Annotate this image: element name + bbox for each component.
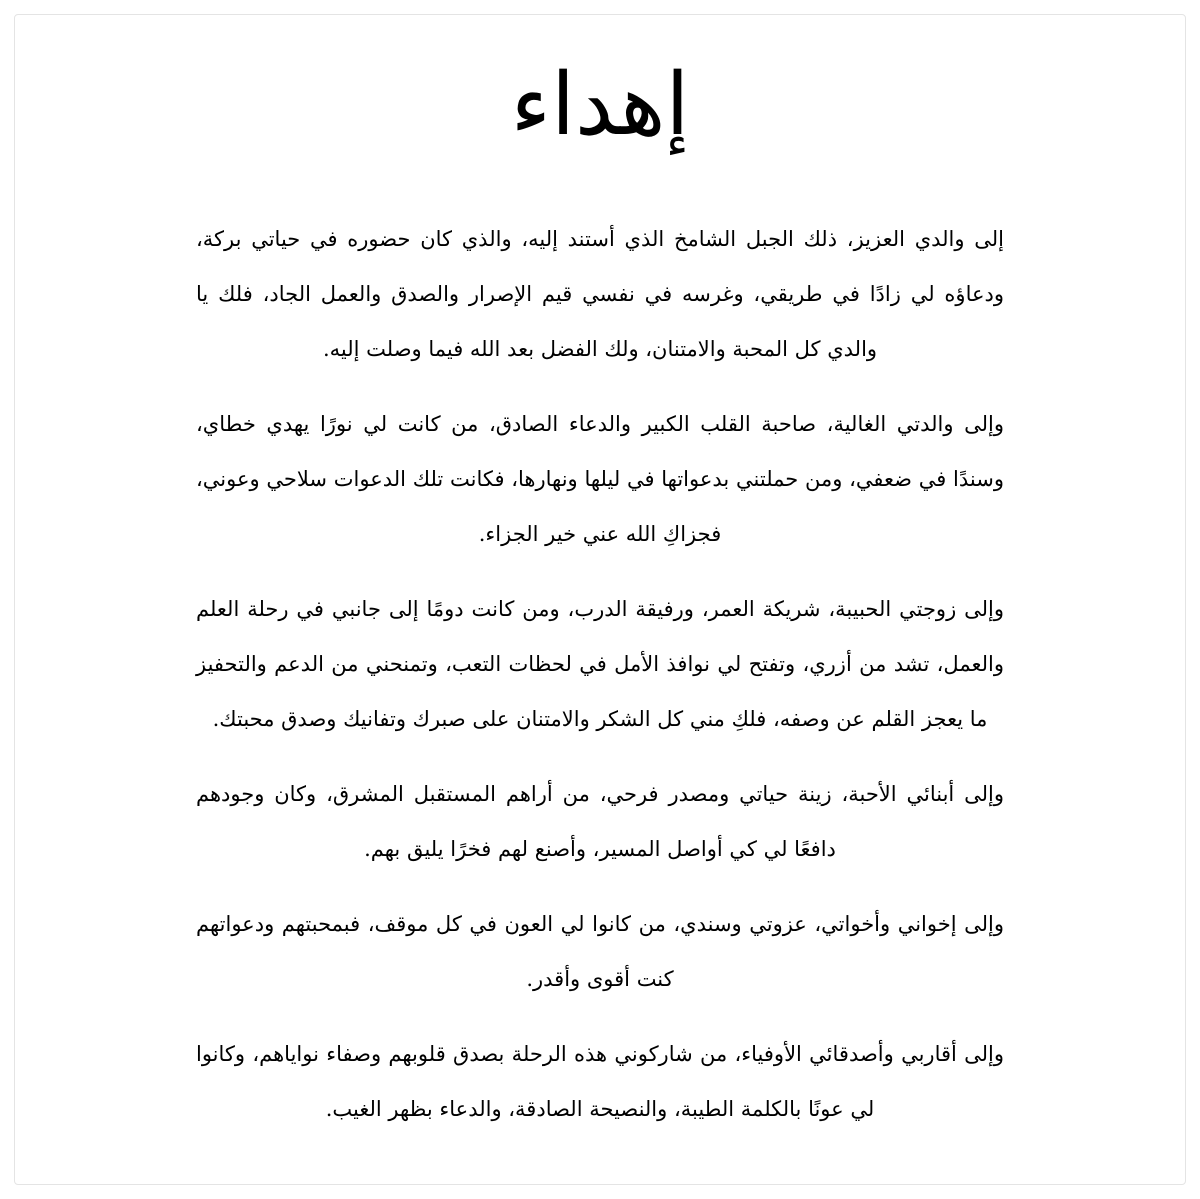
- paragraph-father: إلى والدي العزيز، ذلك الجبل الشامخ الذي أستند إليه، والذي كان حضوره في حياتي بركة، ودعاؤه لي زادًا في طريقي، وغرسه في نفسي قيم الإصرار والصدق والعمل الجاد، فلك يا والدي كل المحبة والامتنان، ولك الفضل بعد الله فيما وصلت إليه.: [196, 227, 1004, 361]
- dedication-body: [196, 212, 1004, 1157]
- paragraph-wife: وإلى زوجتي الحبيبة، شريكة العمر، ورفيقة الدرب، ومن كانت دومًا إلى جانبي في رحلة العلم والعمل، تشد من أزري، وتفتح لي نوافذ الأمل في لحظات التعب، وتمنحني من الدعم والتحفيز ما يعجز القلم عن وصفه، فلكِ مني كل الشكر والامتنان على صبرك وتفانيك وصدق محبتك.: [196, 597, 1004, 731]
- paragraph-siblings: وإلى إخواني وأخواتي، عزوتي وسندي، من كانوا لي العون في كل موقف، فبمحبتهم ودعواتهم كنت أقوى وأقدر.: [196, 912, 1004, 991]
- dedication-title: إهداء: [510, 55, 690, 155]
- paragraph-mother: وإلى والدتي الغالية، صاحبة القلب الكبير والدعاء الصادق، من كانت لي نورًا يهدي خطاي، وسندًا في ضعفي، ومن حملتني بدعواتها في ليلها ونهارها، فكانت تلك الدعوات سلاحي وعوني، فجزاكِ الله عني خير الجزاء.: [196, 412, 1004, 546]
- paragraph-friends: وإلى أقاربي وأصدقائي الأوفياء، من شاركوني هذه الرحلة بصدق قلوبهم وصفاء نواياهم، وكانوا لي عونًا بالكلمة الطيبة، والنصيحة الصادقة، والدعاء بظهر الغيب.: [196, 1042, 1004, 1121]
- paragraph-children: وإلى أبنائي الأحبة، زينة حياتي ومصدر فرحي، من أراهم المستقبل المشرق، وكان وجودهم دافعًا لي كي أواصل المسير، وأصنع لهم فخرًا يليق بهم.: [196, 782, 1004, 861]
